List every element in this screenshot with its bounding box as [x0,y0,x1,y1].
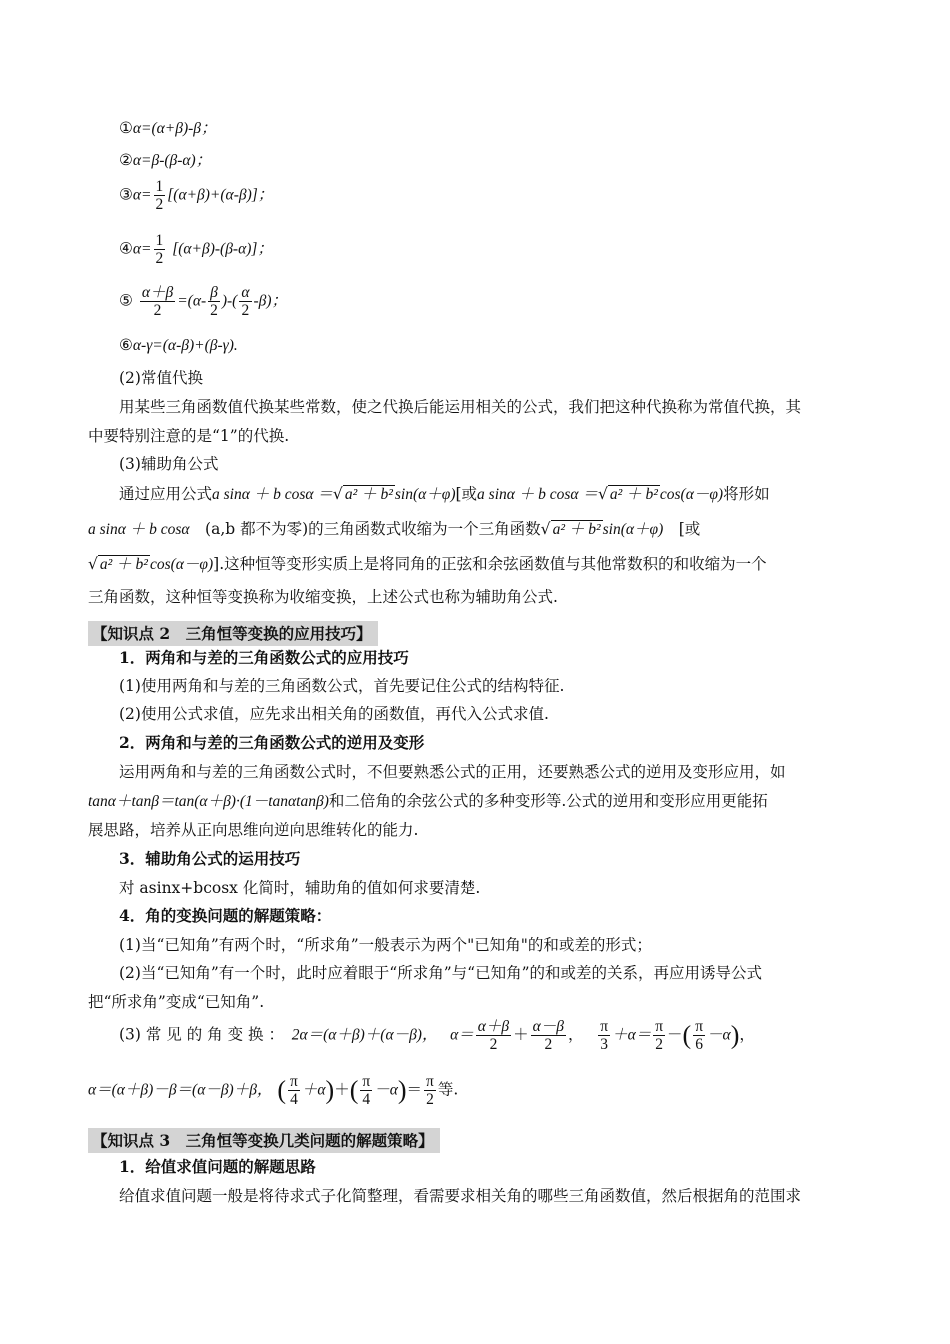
section-heading: (3)辅助角公式 [119,455,219,473]
subheading: 2．两角和与差的三角函数公式的逆用及变形 [119,733,425,752]
paragraph-line: a sinα ＋ b cosα (a,b 都不为零)的三角函数式收缩为一个三角函数√ a² ＋ b² sin(α＋φ) [或 [88,520,701,538]
paragraph-line: 通过应用公式a sinα ＋ b cosα ＝√ a² ＋ b² sin(α＋φ)[或a sinα ＋ b cosα ＝√ a² ＋ b² cos(α－φ)将形如 [119,485,770,503]
paragraph-line: (1)当“已知角”有两个时，“所求角”一般表示为两个"已知角"的和或差的形式； [119,936,652,954]
formula-3: ③α= $\frac{1}{2}$ [(α+β)+(α-β)]； [119,178,274,213]
subheading: 1．给值求值问题的解题思路 [119,1157,316,1176]
subheading: 4．角的变换问题的解题策略： [119,906,332,925]
paragraph-line: (2)当“已知角”有一个时，此时应着眼于“所求角”与“已知角”的和或差的关系，再应用诱导公式 [119,964,763,982]
fraction: $\frac{\alpha}{2}$ [241,284,250,319]
fraction: $\frac{1}{2}$ [155,178,164,213]
paragraph-line: 用某些三角函数值代换某些常数，使之代换后能运用相关的公式，我们把这种代换称为常值代换，其 [119,398,802,416]
paragraph-line: (3) 常 见 的 角 变 换 ： 2α＝(α＋β)＋(α－β)， α＝ $\frac{\alpha+\beta}{2}$ ＋ $\frac{\alpha-\beta}{2}$ ， $\frac{\pi}{3}$ ＋α＝ $\frac{\pi}{2}$ －( $\frac{\pi}{6}$ －α)， [119,1018,755,1053]
formula-1: ①α=(α+β)-β； [119,119,217,137]
paragraph-line: 对 asinx+bcosx 化简时，辅助角的值如何求要清楚. [119,879,481,897]
fraction: $\frac{\beta}{2}$ [210,284,218,319]
formula-5: ⑤ $\frac{\alpha+\beta}{2}$ =(α- $\frac{\beta}{2}$ )-( $\frac{\alpha}{2}$ -β)； [119,284,288,319]
formula-6: ⑥α-γ=(α-β)+(β-γ). [119,336,238,354]
subheading: 3．辅助角公式的运用技巧 [119,849,301,868]
section-header-knowledge-3: 【知识点 3 三角恒等变换几类问题的解题策略】 [88,1128,440,1153]
paragraph-line: 把“所求角”变成“已知角”. [88,993,265,1011]
section-header-knowledge-2: 【知识点 2 三角恒等变换的应用技巧】 [88,621,378,646]
subheading: 1．两角和与差的三角函数公式的应用技巧 [119,648,409,667]
paragraph-line: tanα＋tanβ＝tan(α＋β)·(1－tanαtanβ)和二倍角的余弦公式的多种变形等.公式的逆用和变形应用更能拓 [88,792,768,810]
fraction: $\frac{\alpha+\beta}{2}$ [141,284,174,319]
paragraph-line: 三角函数，这种恒等变换称为收缩变换，上述公式也称为辅助角公式. [88,588,558,606]
paragraph-line: √ a² ＋ b² cos(α－φ)].这种恒等变形实质上是将同角的正弦和余弦函数值与其他常数积的和收缩为一个 [88,555,767,573]
paragraph-line: (1)使用两角和与差的三角函数公式，首先要记住公式的结构特征. [119,677,565,695]
section-heading: (2)常值代换 [119,369,203,387]
paragraph-line: 中要特别注意的是“1”的代换. [88,427,290,445]
paragraph-line: 给值求值问题一般是将待求式子化简整理，看需要求相关角的哪些三角函数值，然后根据角的范围求 [119,1187,802,1205]
fraction: $\frac{1}{2}$ [155,232,164,267]
paragraph-line: (2)使用公式求值，应先求出相关角的函数值，再代入公式求值. [119,705,549,723]
paragraph-line: α＝(α＋β)－β＝(α－β)＋β， ( $\frac{\pi}{4}$ ＋α)＋( $\frac{\pi}{4}$ －α)＝ $\frac{\pi}{2}$ 等. [88,1073,459,1108]
formula-2: ②α=β-(β-α)； [119,151,212,169]
paragraph-line: 展思路，培养从正向思维向逆向思维转化的能力. [88,821,419,839]
paragraph-line: 运用两角和与差的三角函数公式时，不但要熟悉公式的正用，还要熟悉公式的逆用及变形应用，如 [119,763,786,781]
formula-4: ④α= $\frac{1}{2}$ [(α+β)-(β-α)]； [119,232,273,267]
